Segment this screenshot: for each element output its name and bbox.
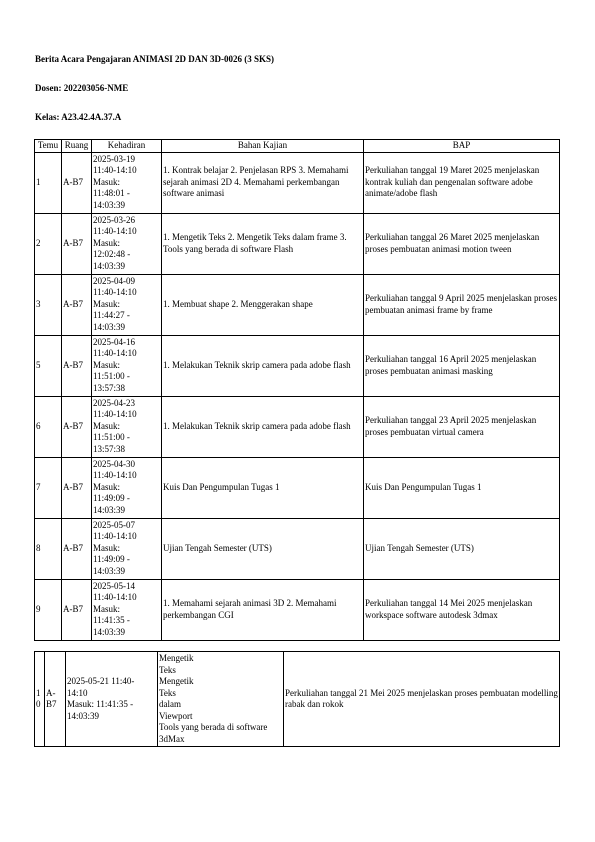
table-row — [35, 274, 560, 335]
cell-bap: Kuis Dan Pengumpulan Tugas 1 — [364, 457, 560, 518]
cell-bahan-kajian: 1. Melakukan Teknik skrip camera pada adobe flash — [162, 396, 364, 457]
cell-kehadiran: 2025-04-16 11:40-14:10 Masuk: 11:51:00 - 13:57:38 — [92, 335, 162, 396]
lecturer-label: Dosen: 202203056-NME — [35, 83, 129, 93]
cell-ruang: A-B7 — [62, 335, 92, 396]
cell-kehadiran: 2025-03-19 11:40-14:10 Masuk: 11:48:01 - 14:03:39 — [92, 152, 162, 213]
document-title: Berita Acara Pengajaran ANIMASI 2D DAN 3D-0026 (3 SKS) — [35, 54, 274, 64]
table-header-row — [35, 140, 560, 153]
cell-kehadiran: 2025-04-30 11:40-14:10 Masuk: 11:49:09 - 14:03:39 — [92, 457, 162, 518]
cell-bahan-kajian: 1. Memahami sejarah animasi 3D 2. Memahami perkembangan CGI — [162, 579, 364, 640]
cell-bap: Perkuliahan tanggal 19 Maret 2025 menjelaskan kontrak kuliah dan pengenalan software adobe animate/adobe flash — [364, 152, 560, 213]
header-bahan-kajian: Bahan Kajian — [162, 140, 364, 153]
cell-ruang: A- B7 — [45, 652, 66, 747]
cell-bahan-kajian: Mengetik Teks Mengetik Teks dalam Viewport Tools yang berada di software 3dMax — [158, 652, 284, 747]
cell-kehadiran: 2025-04-23 11:40-14:10 Masuk: 11:51:00 - 13:57:38 — [92, 396, 162, 457]
lecture-table — [34, 139, 560, 641]
table-row — [35, 152, 560, 213]
table-row — [35, 518, 560, 579]
cell-kehadiran: 2025-05-14 11:40-14:10 Masuk: 11:41:35 - 14:03:39 — [92, 579, 162, 640]
cell-temu: 2 — [35, 213, 62, 274]
cell-ruang: A-B7 — [62, 579, 92, 640]
cell-bap: Perkuliahan tanggal 26 Maret 2025 menjelaskan proses pembuatan animasi motion tween — [364, 213, 560, 274]
cell-kehadiran: 2025-05-21 11:40- 14:10 Masuk: 11:41:35 - 14:03:39 — [66, 652, 158, 747]
cell-temu: 6 — [35, 396, 62, 457]
cell-bap: Perkuliahan tanggal 23 April 2025 menjelaskan proses pembuatan virtual camera — [364, 396, 560, 457]
table-row — [35, 213, 560, 274]
table-row — [35, 652, 560, 747]
cell-ruang: A-B7 — [62, 152, 92, 213]
cell-bap: Perkuliahan tanggal 21 Mei 2025 menjelaskan proses pembuatan modelling rabak dan rokok — [284, 652, 560, 747]
cell-bahan-kajian: Ujian Tengah Semester (UTS) — [162, 518, 364, 579]
cell-temu: 9 — [35, 579, 62, 640]
table-row — [35, 335, 560, 396]
cell-temu: 1 — [35, 152, 62, 213]
cell-bahan-kajian: 1. Membuat shape 2. Menggerakan shape — [162, 274, 364, 335]
cell-temu: 1 0 — [35, 652, 45, 747]
cell-bap: Ujian Tengah Semester (UTS) — [364, 518, 560, 579]
cell-temu: 8 — [35, 518, 62, 579]
cell-bahan-kajian: Kuis Dan Pengumpulan Tugas 1 — [162, 457, 364, 518]
class-label: Kelas: A23.42.4A.37.A — [35, 112, 122, 122]
cell-temu: 7 — [35, 457, 62, 518]
cell-kehadiran: 2025-04-09 11:40-14:10 Masuk: 11:44:27 - 14:03:39 — [92, 274, 162, 335]
table-row — [35, 396, 560, 457]
cell-bahan-kajian: 1. Melakukan Teknik skrip camera pada adobe flash — [162, 335, 364, 396]
cell-ruang: A-B7 — [62, 274, 92, 335]
cell-bap: Perkuliahan tanggal 14 Mei 2025 menjelaskan workspace software autodesk 3dmax — [364, 579, 560, 640]
cell-ruang: A-B7 — [62, 396, 92, 457]
cell-ruang: A-B7 — [62, 518, 92, 579]
cell-ruang: A-B7 — [62, 457, 92, 518]
cell-temu: 5 — [35, 335, 62, 396]
cell-kehadiran: 2025-03-26 11:40-14:10 Masuk: 12:02:48 - 14:03:39 — [92, 213, 162, 274]
header-kehadiran: Kehadiran — [92, 140, 162, 153]
cell-bahan-kajian: 1. Mengetik Teks 2. Mengetik Teks dalam frame 3. Tools yang berada di software Flash — [162, 213, 364, 274]
cell-kehadiran: 2025-05-07 11:40-14:10 Masuk: 11:49:09 - 14:03:39 — [92, 518, 162, 579]
table-row — [35, 579, 560, 640]
cell-temu: 3 — [35, 274, 62, 335]
table-row — [35, 457, 560, 518]
cell-bahan-kajian: 1. Kontrak belajar 2. Penjelasan RPS 3. Memahami sejarah animasi 2D 4. Memahami perkembangan software animasi — [162, 152, 364, 213]
cell-bap: Perkuliahan tanggal 9 April 2025 menjelaskan proses pembuatan animasi frame by frame — [364, 274, 560, 335]
cell-bap: Perkuliahan tanggal 16 April 2025 menjelaskan proses pembuatan animasi masking — [364, 335, 560, 396]
header-ruang: Ruang — [62, 140, 92, 153]
header-temu: Temu — [35, 140, 62, 153]
lecture-table-continued — [34, 651, 560, 747]
header-bap: BAP — [364, 140, 560, 153]
cell-ruang: A-B7 — [62, 213, 92, 274]
